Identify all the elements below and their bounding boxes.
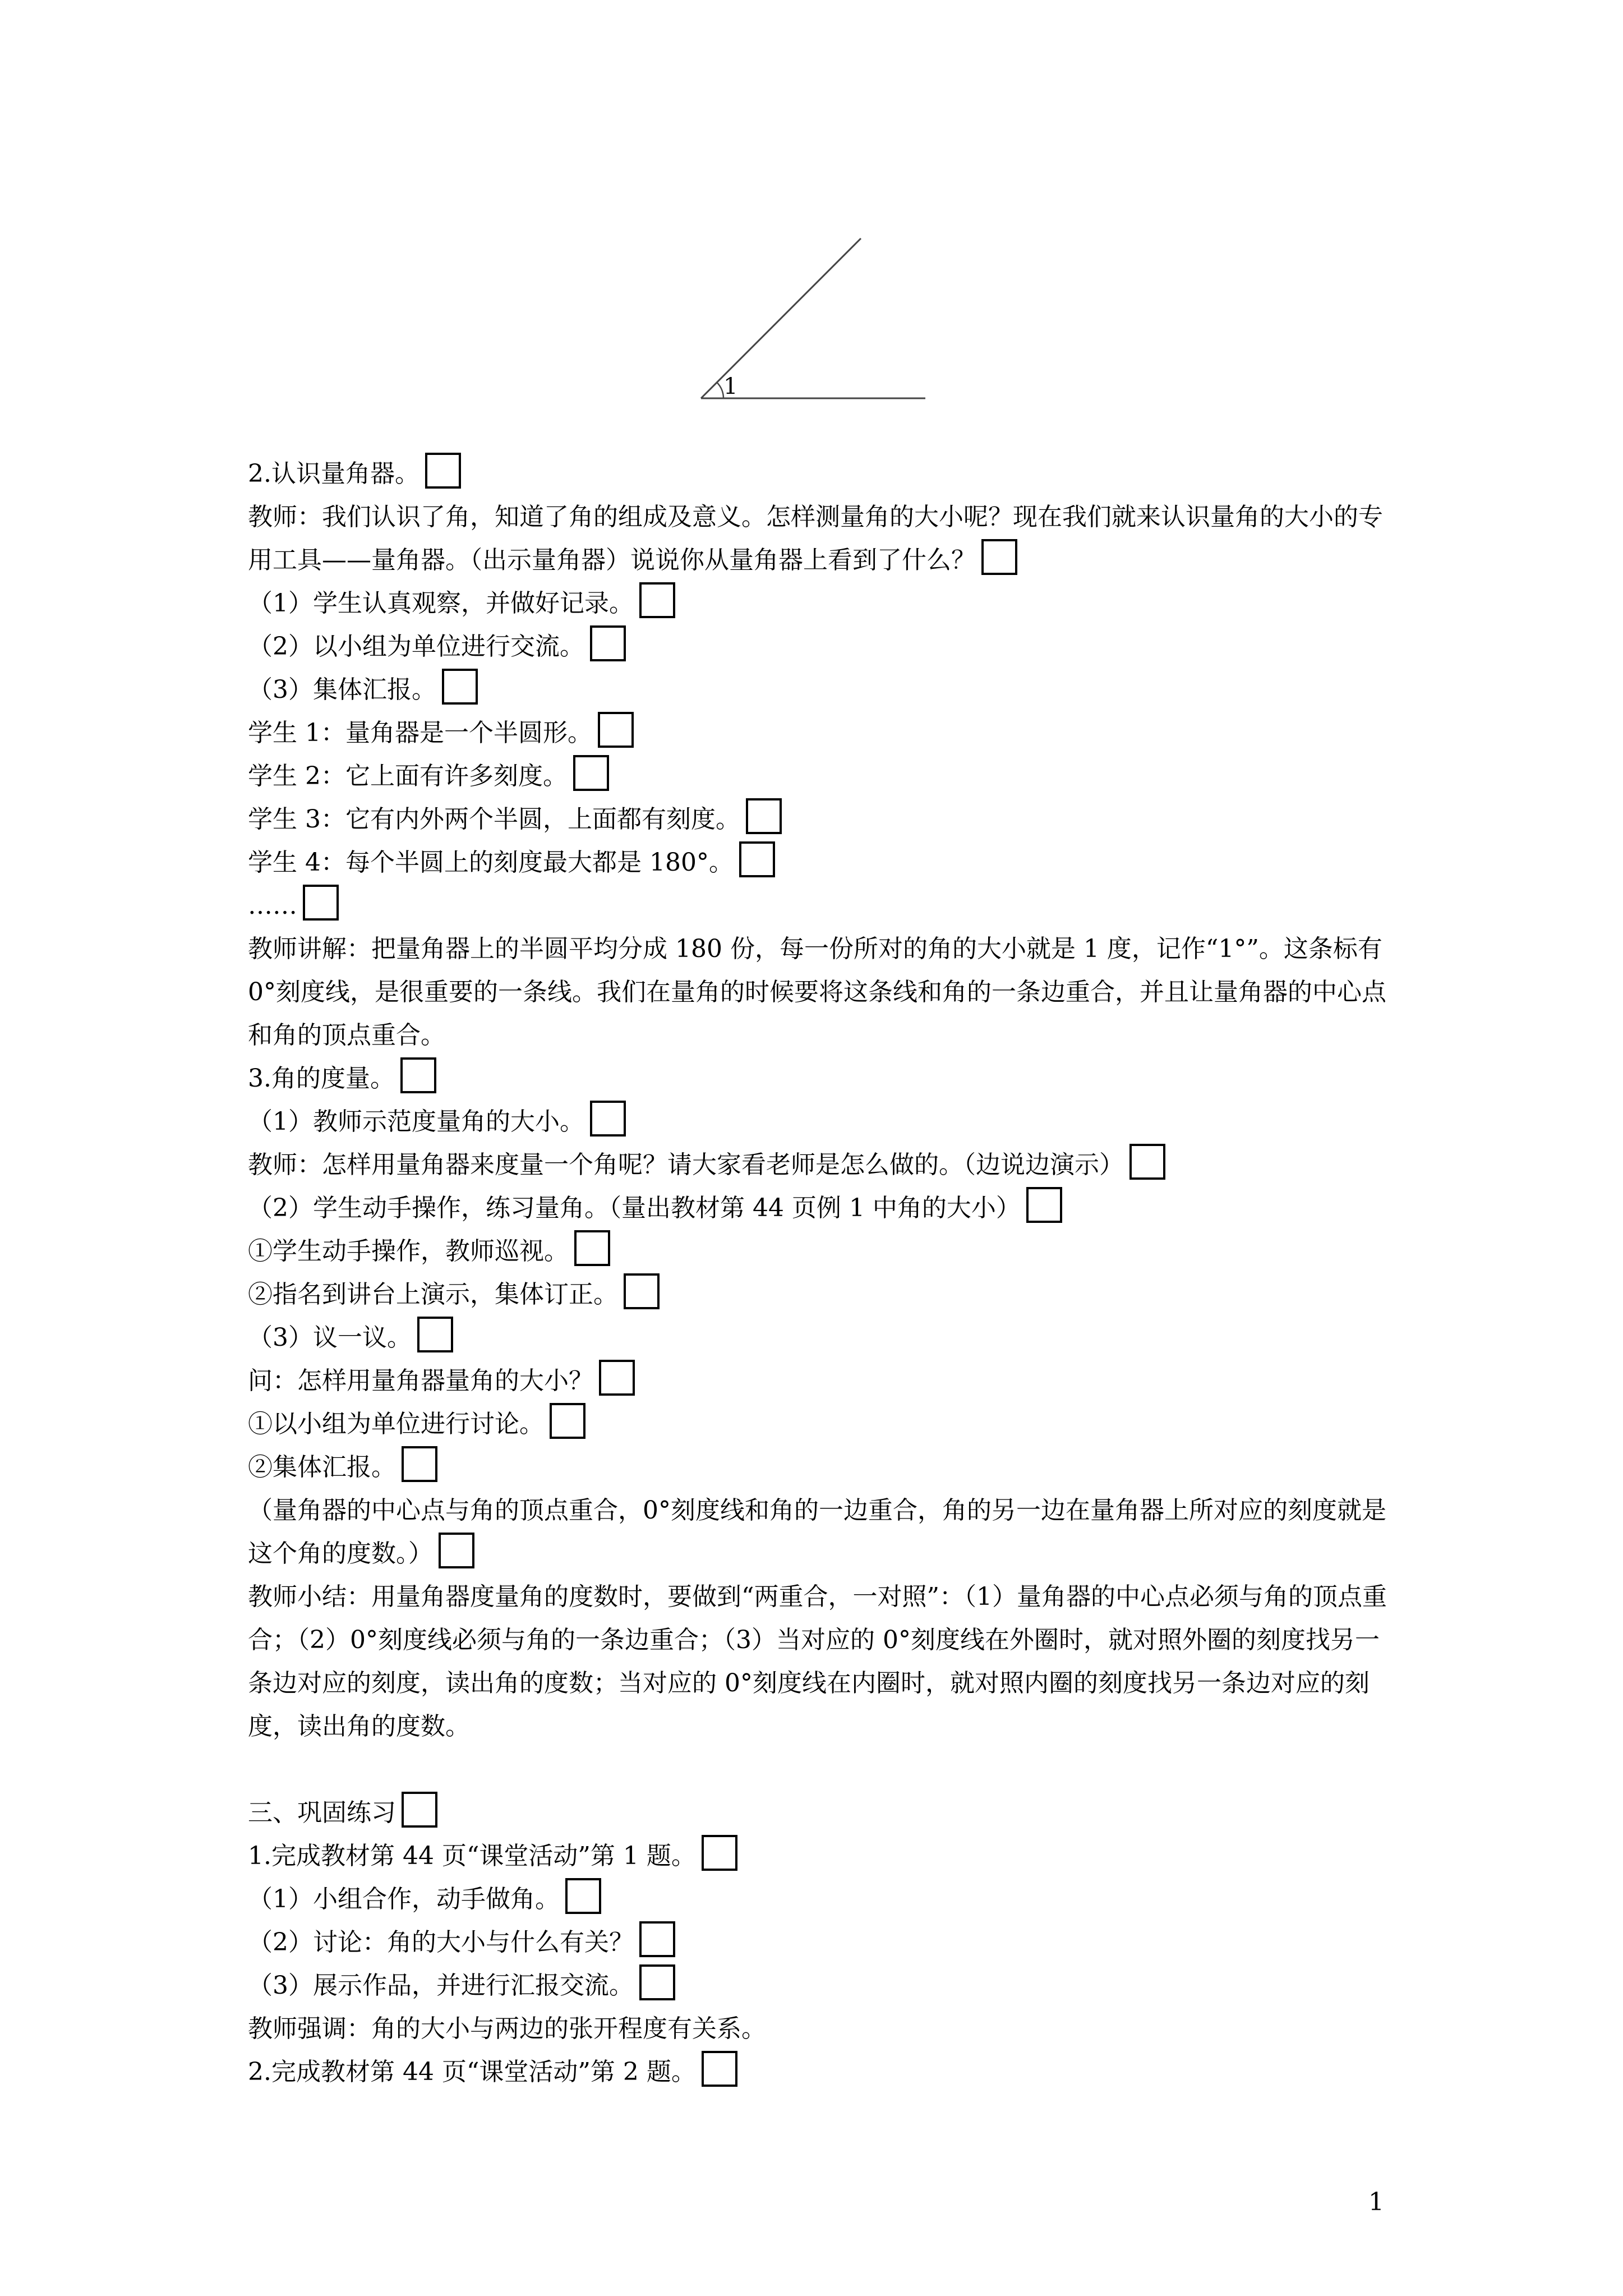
text-line [248,1057,1392,1100]
text-line-content: 3.角的度量。 [248,1064,395,1093]
checkbox[interactable] [425,453,461,489]
text-line [248,1316,1392,1359]
text-line [248,1273,1392,1316]
text-line-content: （3）展示作品，并进行汇报交流。 [248,1971,634,2000]
text-line-content: ①学生动手操作，教师巡视。 [248,1237,569,1266]
text-line-content: （2）以小组为单位进行交流。 [248,632,584,661]
text-line-content: 问：怎样用量角器量角的大小？ [248,1366,593,1395]
angle-arc [717,383,723,398]
text-line [248,452,1392,495]
text-line [248,711,1392,754]
checkbox[interactable] [599,1360,635,1396]
text-line [248,884,1392,927]
text-line [248,1489,1392,1575]
text-line [248,798,1392,841]
text-line [248,1834,1392,1878]
text-line [248,1359,1392,1402]
checkbox[interactable] [702,2051,737,2087]
checkbox[interactable] [624,1273,660,1309]
text-line [248,625,1392,668]
text-line-content: 1.完成教材第 44 页“课堂活动”第 1 题。 [248,1842,696,1870]
text-line-content: （3）集体汇报。 [248,675,436,704]
text-line [248,1100,1392,1143]
checkbox[interactable] [439,1533,474,1568]
angle-figure [690,230,937,412]
text-line [248,1230,1392,1273]
checkbox[interactable] [565,1878,601,1914]
checkbox[interactable] [639,1964,675,2000]
checkbox[interactable] [442,669,478,705]
text-line-content: 教师：怎样用量角器来度量一个角呢？请大家看老师是怎么做的。（边说边演示） [248,1151,1124,1179]
text-line-content: ①以小组为单位进行讨论。 [248,1410,544,1438]
text-line-content: （3）议一议。 [248,1323,412,1352]
text-line-content: （量角器的中心点与角的顶点重合，0°刻度线和角的一边重合，角的另一边在量角器上所对应的刻度就是这个角的度数。） [248,1496,1386,1568]
checkbox[interactable] [550,1403,585,1439]
text-line-content: 学生 3：它有内外两个半圆，上面都有刻度。 [248,805,740,834]
text-line [248,841,1392,884]
text-line-content: 2.认识量角器。 [248,459,419,488]
text-line [248,1143,1392,1186]
checkbox[interactable] [303,885,339,921]
text-line-content: （2）讨论：角的大小与什么有关？ [248,1928,634,1957]
checkbox[interactable] [573,755,609,791]
text-line [248,582,1392,625]
checkbox[interactable] [590,625,626,661]
angle-label: 1 [723,374,738,399]
text-line [248,1878,1392,1921]
checkbox[interactable] [702,1835,737,1871]
checkbox[interactable] [598,712,634,748]
document-body [248,452,1392,2093]
text-line-content: 教师强调：角的大小与两边的张开程度有关系。 [248,2014,766,2043]
text-line-content: （1）小组合作，动手做角。 [248,1885,560,1913]
text-line [248,495,1392,582]
checkbox[interactable] [417,1317,453,1352]
text-line-content: 教师：我们认识了角，知道了角的组成及意义。怎样测量角的大小呢？现在我们就来认识量角的大小的专用工具——量角器。（出示量角器）说说你从量角器上看到了什么？ [248,503,1383,574]
text-line-content: （2）学生动手操作，练习量角。（量出教材第 44 页例 1 中角的大小） [248,1194,1021,1222]
text-line [248,1186,1392,1230]
checkbox[interactable] [746,798,782,834]
blank-line [248,1748,1392,1791]
text-line-content: 学生 1：量角器是一个半圆形。 [248,719,592,747]
text-line-content: ②指名到讲台上演示，集体订正。 [248,1280,618,1309]
checkbox[interactable] [400,1057,436,1093]
text-line [248,1921,1392,1964]
text-line-content: （1）教师示范度量角的大小。 [248,1107,584,1136]
text-line-content: 2.完成教材第 44 页“课堂活动”第 2 题。 [248,2058,696,2086]
text-line [248,1791,1392,1834]
checkbox[interactable] [1026,1187,1062,1223]
text-line-content: 教师讲解：把量角器上的半圆平均分成 180 份，每一份所对的角的大小就是 1 度，记作“1°”。这条标有 0°刻度线，是很重要的一条线。我们在量角的时候要将这条线和角的一条边重合，并且让量角器的中心点和角的顶点重合。 [248,935,1386,1050]
text-line [248,1575,1392,1748]
text-line-content: （1）学生认真观察，并做好记录。 [248,589,634,618]
text-line-content: 三、巩固练习 [248,1798,396,1827]
checkbox[interactable] [574,1230,610,1266]
text-line-content: ②集体汇报。 [248,1453,396,1481]
text-line [248,2050,1392,2093]
checkbox[interactable] [590,1101,626,1137]
text-line [248,2007,1392,2050]
checkbox[interactable] [739,841,775,877]
text-line [248,927,1392,1057]
text-line [248,1446,1392,1489]
text-line-content: 学生 4：每个半圆上的刻度最大都是 180°。 [248,848,734,877]
text-line [248,754,1392,798]
page-number: 1 [1368,2188,1384,2216]
text-line-content: 学生 2：它上面有许多刻度。 [248,762,568,790]
text-line [248,1402,1392,1446]
checkbox[interactable] [981,539,1017,575]
text-line [248,1964,1392,2007]
checkbox[interactable] [639,1921,675,1957]
checkbox[interactable] [402,1446,437,1482]
text-line [248,668,1392,711]
text-line-content: 教师小结：用量角器度量角的度数时，要做到“两重合，一对照”：（1）量角器的中心点必须与角的顶点重合；（2）0°刻度线必须与角的一条边重合；（3）当对应的 0°刻度线在外圈时，就对照外圈的刻度找另一条边对应的刻度，读出角的度数；当对应的 0°刻度线在内圈时，就对照内圈的刻度找另一条边对应的刻度，读出角的度数。 [248,1582,1387,1741]
text-line-content: …… [248,891,297,920]
checkbox[interactable] [402,1792,437,1828]
checkbox[interactable] [639,582,675,618]
checkbox[interactable] [1129,1144,1165,1180]
